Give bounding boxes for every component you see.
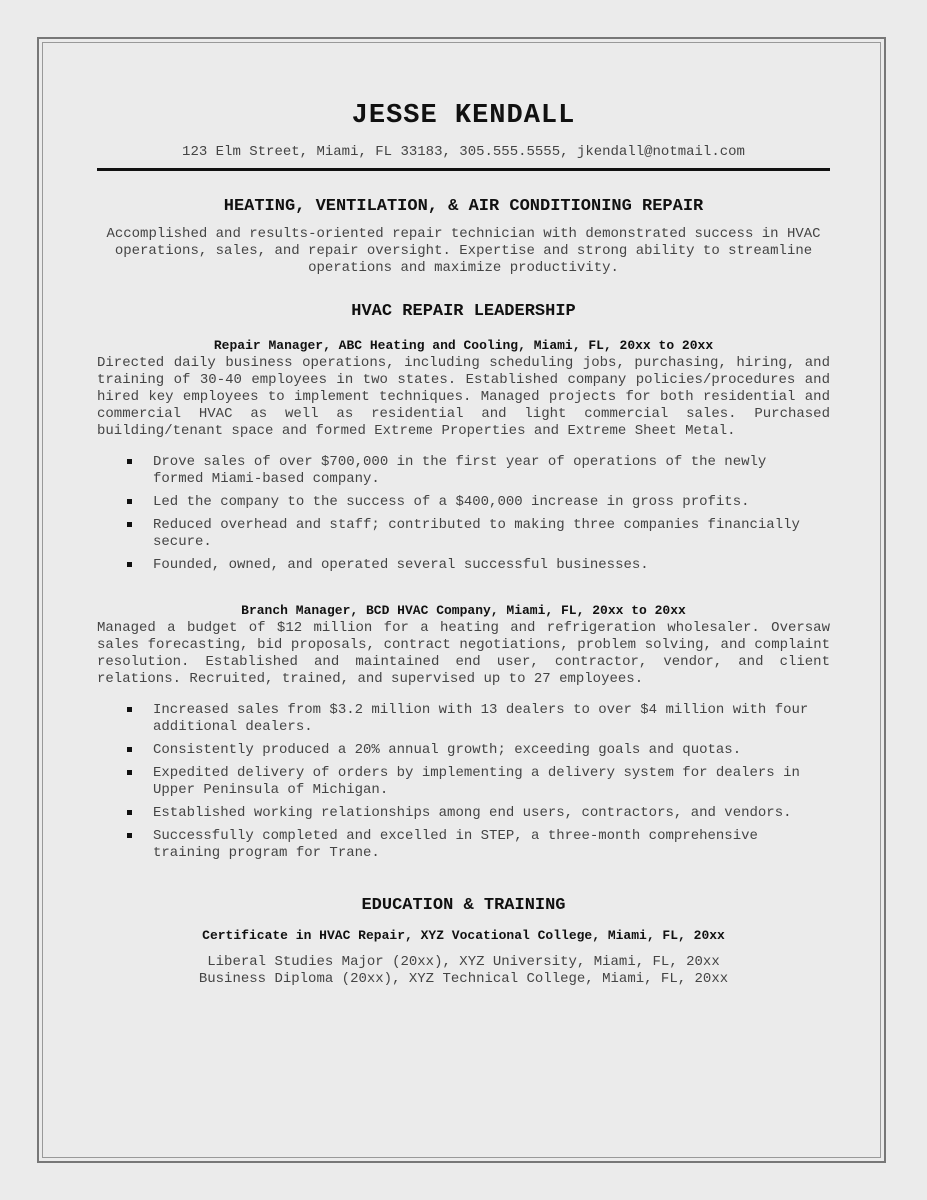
list-item-text: Successfully completed and excelled in STEP, a three-month comprehensive training program for Trane. bbox=[153, 828, 758, 861]
bullet-icon bbox=[127, 499, 132, 504]
summary-title: HEATING, VENTILATION, & AIR CONDITIONING REPAIR bbox=[223, 197, 704, 216]
list-item-text: Founded, owned, and operated several successful businesses. bbox=[153, 557, 649, 573]
list-item bbox=[97, 742, 830, 759]
bullet-icon bbox=[127, 459, 132, 464]
job-title: Branch Manager, BCD HVAC Company, Miami, FL, 20xx to 20xx bbox=[241, 603, 686, 618]
bullet-icon bbox=[127, 770, 132, 775]
list-item bbox=[97, 517, 830, 551]
list-item bbox=[97, 454, 830, 488]
list-item bbox=[97, 557, 830, 574]
header-divider bbox=[97, 168, 830, 171]
resume-page bbox=[97, 96, 830, 988]
bullet-icon bbox=[127, 707, 132, 712]
job-title: Repair Manager, ABC Heating and Cooling, Miami, FL, 20xx to 20xx bbox=[213, 338, 714, 353]
list-item-text: Drove sales of over $700,000 in the first year of operations of the newly formed Miami-based company. bbox=[153, 454, 767, 487]
job-entry-2 bbox=[97, 602, 830, 862]
list-item-text: Increased sales from $3.2 million with 13 dealers to over $4 million with four additional dealers. bbox=[153, 702, 809, 735]
job-description: Directed daily business operations, including scheduling jobs, purchasing, hiring, and training of 30-40 employees in two states. Established company policies/procedures and hired key employees to implement techniques. Managed projects for both residential and commercial HVAC as well as residential and light commercial sales. Purchased building/tenant space and formed Extreme Properties and Extreme Sheet Metal. bbox=[97, 355, 830, 439]
list-item bbox=[97, 765, 830, 799]
job-achievements bbox=[97, 454, 830, 574]
bullet-icon bbox=[127, 562, 132, 567]
list-item-text: Established working relationships among end users, contractors, and vendors. bbox=[153, 805, 792, 821]
list-item bbox=[97, 805, 830, 822]
job-entry-1 bbox=[97, 337, 830, 574]
list-item-text: Led the company to the success of a $400,000 increase in gross profits. bbox=[153, 494, 750, 510]
experience-title: HVAC REPAIR LEADERSHIP bbox=[351, 302, 576, 321]
education-details bbox=[97, 954, 830, 988]
contact-info: 123 Elm Street, Miami, FL 33183, 305.555.5555, jkendall@notmail.com bbox=[182, 144, 745, 160]
list-item bbox=[97, 702, 830, 736]
list-item bbox=[97, 828, 830, 862]
list-item-text: Expedited delivery of orders by implementing a delivery system for dealers in Upper Peninsula of Michigan. bbox=[153, 765, 800, 798]
bullet-icon bbox=[127, 522, 132, 527]
education-title: EDUCATION & TRAINING bbox=[361, 896, 566, 915]
job-achievements bbox=[97, 702, 830, 862]
list-item-text: Reduced overhead and staff; contributed to making three companies financially secure. bbox=[153, 517, 800, 550]
job-description: Managed a budget of $12 million for a heating and refrigeration wholesaler. Oversaw sales forecasting, bid proposals, contract negotiations, problem solving, and complaint resolution. Established and maintained end user, contractor, vendor, and client relations. Recruited, trained, and supervised up to 27 employees. bbox=[97, 620, 830, 687]
certificate: Certificate in HVAC Repair, XYZ Vocational College, Miami, FL, 20xx bbox=[202, 928, 725, 943]
list-item bbox=[97, 494, 830, 511]
candidate-name: JESSE KENDALL bbox=[351, 101, 576, 131]
education-line: Liberal Studies Major (20xx), XYZ University, Miami, FL, 20xx bbox=[207, 954, 720, 970]
summary-text: Accomplished and results-oriented repair technician with demonstrated success in HVAC operations, sales, and repair oversight. Expertise and strong ability to streamline operations and maximize productivity. bbox=[106, 226, 821, 276]
bullet-icon bbox=[127, 747, 132, 752]
list-item-text: Consistently produced a 20% annual growth; exceeding goals and quotas. bbox=[153, 742, 742, 758]
education-line: Business Diploma (20xx), XYZ Technical College, Miami, FL, 20xx bbox=[198, 971, 729, 987]
bullet-icon bbox=[127, 833, 132, 838]
bullet-icon bbox=[127, 810, 132, 815]
